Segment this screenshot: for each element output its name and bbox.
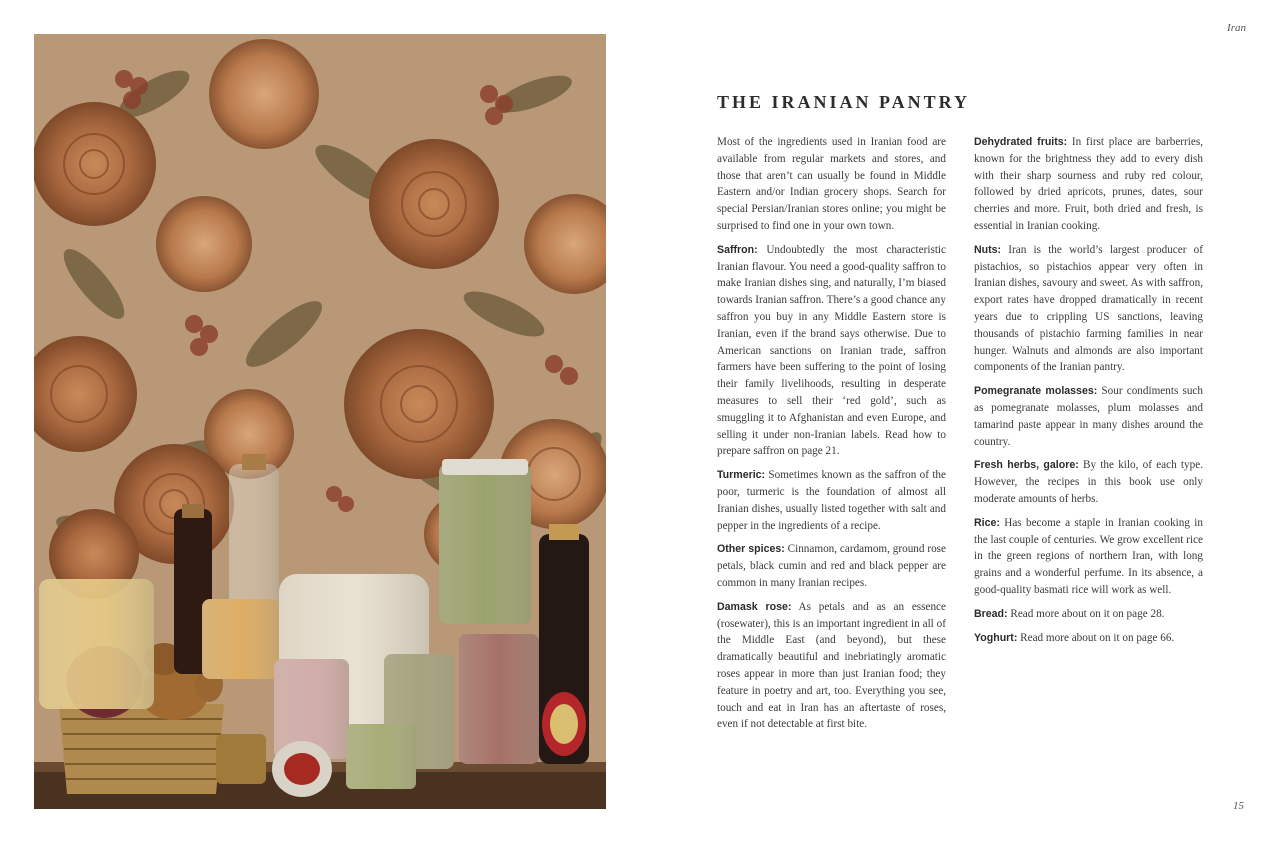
entry-bread (974, 606, 1203, 623)
entry-term: Other spices: (717, 543, 785, 556)
entry-rice (974, 515, 1203, 599)
entry-saffron (717, 242, 946, 460)
entry-text: Sometimes known as the saffron of the poor, turmeric is the foundation of almost all Iranian dishes, usually listed together with salt and pepper in the ingredients of a recipe. (717, 469, 946, 532)
entry-text: Read more about on it on page 66. (1017, 631, 1175, 644)
entry-term: Pomegranate molasses: (974, 385, 1098, 398)
entry-term: Damask rose: (717, 600, 792, 613)
entry-fresh-herbs (974, 457, 1203, 507)
entry-pomegranate-molasses (974, 383, 1203, 450)
entry-other-spices (717, 541, 946, 591)
entry-dehydrated-fruits (974, 134, 1203, 235)
entry-nuts (974, 242, 1203, 376)
entry-yoghurt (974, 630, 1203, 647)
entry-term: Dehydrated fruits: (974, 136, 1068, 148)
entry-term: Saffron: (717, 243, 758, 256)
running-head: Iran (1227, 22, 1246, 34)
entry-text: Cinnamon, cardamom, ground rose petals, black cumin and red and black pepper are common in many Iranian recipes. (717, 543, 946, 589)
entry-text: As petals and as an essence (rosewater), this is an important ingredient in all of the Middle East (and beyond), but these dramatically beautiful and inebriatingly aromatic roses appear in more than just Iranian food; they feature in poetry and art, too. Everything you see, touch and eat in Iran has an aftertaste of roses, even if not detectable at first bite. (717, 600, 946, 731)
entry-text: Sour condiments such as pomegranate molasses, plum molasses and tamarind paste appear in many dishes around the country. (974, 385, 1203, 448)
pantry-photo (34, 34, 606, 809)
entry-text: Has become a staple in Iranian cooking in the last couple of centuries. We grow excellent rice in the green regions of northern Iran, with long grains and a wonderful perfume. In its absence, a good-quality basmati rice will work as well. (974, 516, 1203, 596)
intro-paragraph: Most of the ingredients used in Iranian food are available from regular markets and stores, and those that aren’t can usually be found in Middle Eastern and/or Indian grocery shops. Search for special Persian/Iranian stores online; you might be surprised to find one in your own town. (717, 136, 946, 232)
entry-term: Bread: (974, 607, 1008, 620)
entry-term: Turmeric: (717, 469, 766, 482)
entry-turmeric (717, 467, 946, 534)
page-number: 15 (1233, 800, 1244, 812)
entry-term: Nuts: (974, 243, 1002, 256)
pantry-photo-illustration (34, 34, 606, 809)
article-title: THE IRANIAN PANTRY (717, 92, 971, 112)
entry-text: Undoubtedly the most characteristic Iranian flavour. You need a good-quality saffron to make Iranian dishes sing, and naturally, I’m biased towards Iranian saffron. There’s a good chance any saffron you buy in any Middle Eastern store is Iranian, even if the brand says otherwise. Due to American sanctions on Iranian trade, saffron farmers have been suffering to the point of losing their family livelihoods, resulting in desperate measures to sell their ‘red gold’, such as smuggling it to Afghanistan and even Europe, and selling it under non-Iranian labels. Read how to prepare saffron on page 21. (717, 243, 946, 458)
text-column-right (974, 134, 1203, 653)
text-column-left (717, 134, 946, 740)
entry-text: Read more about on it on page 28. (1007, 607, 1165, 620)
entry-text: Iran is the world’s largest producer of pistachios, so pistachios appear very often in Iranian dishes, savoury and sweet. As with saffron, export rates have dropped dramatically in recent years due to crippling US sanctions, leaving thousands of pistachio farming families in near hunger. Walnuts and almonds are also important components of the Iranian pantry. (974, 243, 1203, 374)
entry-term: Rice: (974, 516, 1000, 529)
entry-text: By the kilo, of each type. However, the recipes in this book use only moderate amounts of herbs. (974, 459, 1203, 505)
entry-term: Yoghurt: (974, 631, 1018, 644)
entry-text: In first place are barberries, known for the brightness they add to every dish with their sharp sourness and ruby red colour, followed by dried apricots, prunes, dates, sour cherries and more. Fruit, both dried and fresh, is essential in Iranian cooking. (974, 136, 1203, 232)
entry-term: Fresh herbs, galore: (974, 459, 1079, 472)
entry-damask-rose (717, 599, 946, 733)
